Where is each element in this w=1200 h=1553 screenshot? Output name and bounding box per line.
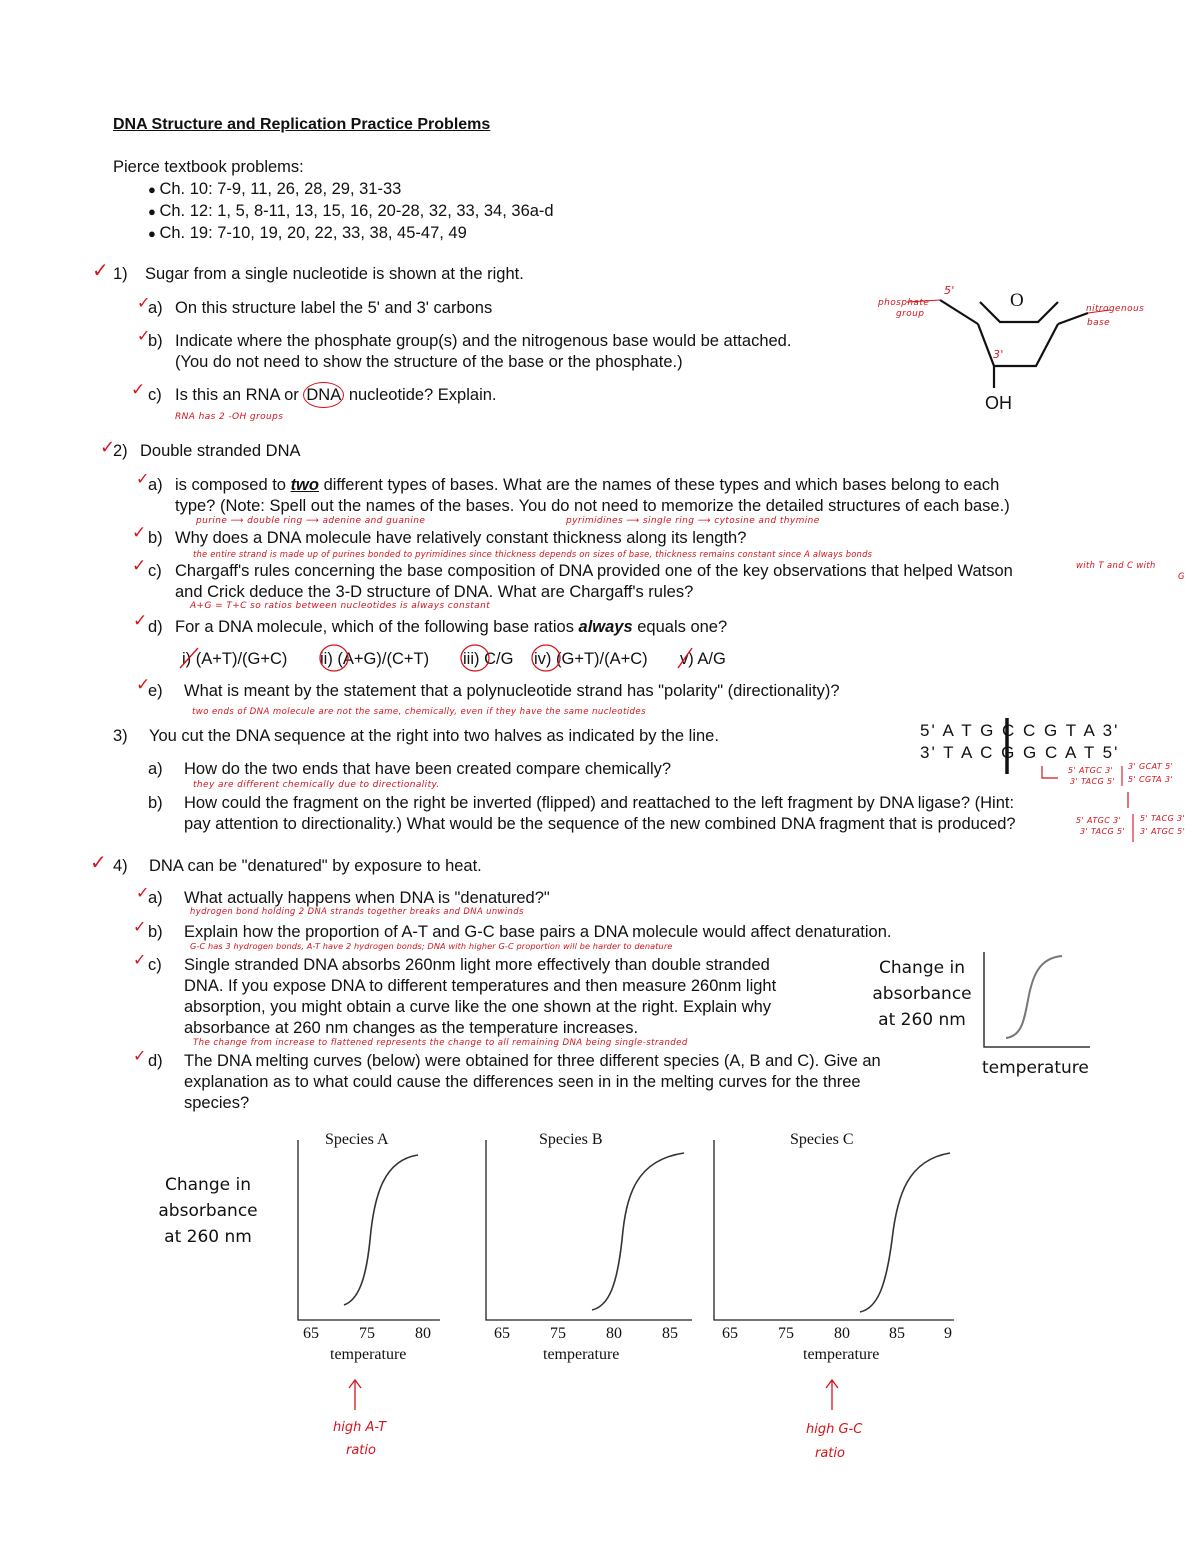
q2b-text: Why does a DNA molecule have relatively constant thickness along its length? bbox=[175, 529, 747, 547]
ring-oxygen: O bbox=[1010, 290, 1024, 311]
bullet-icon: ● bbox=[148, 204, 160, 219]
q3b-line2: pay attention to directionality.) What would be the sequence of the new combined DNA fragment that is produced? bbox=[184, 815, 1016, 833]
phosphate-label: phosphate bbox=[878, 298, 930, 308]
q1b-line1: Indicate where the phosphate group(s) and the nitrogenous base would be attached. bbox=[175, 332, 792, 350]
q4d-line: species? bbox=[184, 1094, 250, 1112]
ring-bond-c1 bbox=[1058, 313, 1088, 324]
small-graph-xlabel: temperature bbox=[982, 1058, 1089, 1078]
chapter-text: Ch. 12: 1, 5, 8-11, 13, 15, 16, 20-28, 32, 33, 34, 36a-d bbox=[159, 202, 554, 220]
q2d-post: equals one? bbox=[632, 618, 728, 636]
circled-answer-dna: DNA bbox=[303, 382, 344, 408]
q2a-emphasis: two bbox=[290, 476, 319, 494]
q1c-text bbox=[175, 385, 497, 406]
q4c-line: absorption, you might obtain a curve like the one shown at the right. Explain why bbox=[184, 998, 772, 1016]
q2e-label: e) bbox=[148, 682, 163, 700]
panel-c-title: Species C bbox=[790, 1131, 854, 1148]
seq-note: 3' TACG 5' bbox=[1080, 827, 1126, 836]
hydroxyl-label: OH bbox=[985, 393, 1012, 413]
ring-bond-c5 bbox=[940, 300, 978, 324]
panel-b-xlabel: temperature bbox=[543, 1346, 620, 1363]
ring-bond-lower bbox=[978, 324, 1058, 366]
panel-b-tick: 85 bbox=[662, 1325, 678, 1342]
q4d-line: The DNA melting curves (below) were obtained for three different species (A, B and C). Give an bbox=[184, 1052, 881, 1070]
q4c-label: c) bbox=[148, 956, 162, 974]
panel-c-xlabel: temperature bbox=[803, 1346, 880, 1363]
circle-option-iii bbox=[461, 645, 489, 671]
circle-option-ii bbox=[320, 645, 348, 671]
q1-text: Sugar from a single nucleotide is shown at the right. bbox=[145, 265, 524, 283]
q3a-answer: they are different chemically due to directionality. bbox=[193, 780, 440, 790]
ratio-option-ii: ii) (A+G)/(C+T) bbox=[320, 650, 430, 668]
q4b-answer: G-C has 3 hydrogen bonds, A-T have 2 hydrogen bonds; DNA with higher G-C proportion will be harder to denature bbox=[190, 941, 673, 951]
q2d-text bbox=[175, 617, 727, 638]
q1b-label: b) bbox=[148, 332, 163, 350]
checkmark-icon: ✓ bbox=[136, 675, 151, 695]
checkmark-icon: ✓ bbox=[100, 437, 116, 458]
q2a-line1 bbox=[175, 475, 999, 496]
q1-number: 1) bbox=[113, 265, 128, 283]
q4c-line: absorbance at 260 nm changes as the temperature increases. bbox=[184, 1019, 639, 1037]
small-graph-axes bbox=[984, 952, 1090, 1047]
q4b-text: Explain how the proportion of A-T and G-C base pairs a DNA molecule would affect denaturation. bbox=[184, 923, 892, 941]
q2c-answer: A+G = T+C so ratios between nucleotides is always constant bbox=[190, 601, 491, 611]
q2-number: 2) bbox=[113, 442, 128, 460]
checkmark-icon: ✓ bbox=[131, 380, 146, 400]
q4-number: 4) bbox=[113, 857, 128, 875]
checkmark-icon: ✓ bbox=[132, 556, 147, 576]
q2b-label: b) bbox=[148, 529, 163, 547]
checkmark-icon: ✓ bbox=[90, 850, 107, 874]
up-arrow-icon bbox=[822, 1378, 842, 1412]
q1c-pre: Is this an RNA or bbox=[175, 386, 304, 404]
small-absorbance-graph bbox=[982, 950, 1092, 1050]
ylabel-line: at 260 nm bbox=[164, 1227, 252, 1247]
panel-c-curve bbox=[860, 1153, 950, 1312]
panel-c-axes bbox=[714, 1140, 954, 1320]
checkmark-icon: ✓ bbox=[136, 469, 150, 488]
melting-curve-species-b bbox=[484, 1140, 699, 1325]
melting-ylabel bbox=[148, 1172, 268, 1250]
q2c-line2: and Crick deduce the 3-D structure of DNA. What are Chargaff's rules? bbox=[175, 583, 694, 601]
q2a-pre: is composed to bbox=[175, 476, 291, 494]
q1c-answer: RNA has 2 -OH groups bbox=[175, 412, 284, 422]
q3-text: You cut the DNA sequence at the right into two halves as indicated by the line. bbox=[149, 727, 719, 745]
small-graph-ylabel bbox=[862, 955, 982, 1033]
panel-a-axes bbox=[298, 1140, 440, 1320]
q2-text: Double stranded DNA bbox=[140, 442, 301, 460]
q2d-pre: For a DNA molecule, which of the following base ratios bbox=[175, 618, 579, 636]
panel-b-axes bbox=[486, 1140, 692, 1320]
checkmark-icon: ✓ bbox=[133, 917, 147, 936]
chapter-text: Ch. 19: 7-10, 19, 20, 22, 33, 38, 45-47, 49 bbox=[159, 224, 467, 242]
q2e-text: What is meant by the statement that a polynucleotide strand has "polarity" (directionality)? bbox=[184, 682, 840, 700]
panel-b-title: Species B bbox=[539, 1131, 603, 1148]
q2a-post: different types of bases. What are the names of these types and which bases belong to each bbox=[318, 476, 1000, 494]
q1b-line2: (You do not need to show the structure of the base or the phosphate.) bbox=[175, 353, 683, 371]
q1c-label: c) bbox=[148, 386, 162, 404]
panel-a-tick: 65 bbox=[303, 1325, 319, 1342]
red-arrow bbox=[1042, 766, 1058, 778]
chapter-list-item bbox=[148, 179, 401, 200]
base-label: nitrogenous bbox=[1086, 304, 1145, 314]
melting-curve-species-c bbox=[712, 1140, 962, 1325]
seq-note: 5' CGTA 3' bbox=[1128, 775, 1174, 784]
q2a-line2: type? (Note: Spell out the names of the bases. You do not need to memorize the detailed structures of each base.) bbox=[175, 497, 1010, 515]
panel-a-curve bbox=[344, 1155, 418, 1305]
panel-c-tick: 85 bbox=[889, 1325, 905, 1342]
base-label-2: base bbox=[1087, 318, 1111, 328]
q1c-post: nucleotide? Explain. bbox=[344, 386, 497, 404]
chapter-list-item bbox=[148, 201, 554, 222]
circle-option-iv bbox=[532, 645, 560, 671]
checkmark-icon: ✓ bbox=[137, 326, 151, 345]
q4-text: DNA can be "denatured" by exposure to heat. bbox=[149, 857, 482, 875]
panel-a-tick: 75 bbox=[359, 1325, 375, 1342]
seq-note: 5' TACG 3' bbox=[1140, 814, 1186, 823]
ratio-option-i: i) (A+T)/(G+C) bbox=[182, 650, 288, 668]
q4a-text: What actually happens when DNA is "denatured?" bbox=[184, 889, 550, 907]
ratio-option-iv: iv) (G+T)/(A+C) bbox=[534, 650, 648, 668]
panel-a-title: Species A bbox=[325, 1131, 389, 1148]
ylabel-line: absorbance bbox=[158, 1201, 258, 1221]
q4c-line: DNA. If you expose DNA to different temperatures and then measure 260nm light bbox=[184, 977, 777, 995]
checkmark-icon: ✓ bbox=[137, 293, 151, 312]
seq-note: 5' ATGC 3' bbox=[1068, 766, 1114, 775]
panel-c-tick: 9 bbox=[944, 1325, 952, 1342]
cross-out-v bbox=[678, 648, 692, 668]
q3a-label: a) bbox=[148, 760, 163, 778]
ylabel-line: Change in bbox=[165, 1175, 251, 1195]
phosphate-label-2: group bbox=[896, 309, 925, 319]
q1a-label: a) bbox=[148, 299, 163, 317]
dna-sequence-bottom: 3' T A C G G C A T 5' bbox=[920, 743, 1120, 762]
q2d-label: d) bbox=[148, 618, 163, 636]
q4c-line: Single stranded DNA absorbs 260nm light more effectively than double stranded bbox=[184, 956, 770, 974]
panel-b-curve bbox=[592, 1153, 684, 1310]
q2b-answer-cont: with T and C with bbox=[1076, 560, 1156, 570]
panel-c-tick: 75 bbox=[778, 1325, 794, 1342]
q3b-label: b) bbox=[148, 794, 163, 812]
panel-a-note: high A-T bbox=[333, 1420, 387, 1435]
q4c-answer: The change from increase to flattened represents the change to all remaining DNA being single-stranded bbox=[193, 1038, 688, 1048]
dna-sequence-top: 5' A T G C C G T A 3' bbox=[920, 721, 1120, 740]
ylabel-line: absorbance bbox=[872, 984, 972, 1004]
q3a-text: How do the two ends that have been created compare chemically? bbox=[184, 760, 672, 778]
ylabel-line: Change in bbox=[879, 958, 965, 978]
checkmark-icon: ✓ bbox=[133, 950, 147, 969]
q4a-answer: hydrogen bond holding 2 DNA strands together breaks and DNA unwinds bbox=[190, 906, 524, 916]
panel-a-note: ratio bbox=[346, 1443, 376, 1458]
panel-b-tick: 80 bbox=[606, 1325, 622, 1342]
q2e-answer: two ends of DNA molecule are not the same, chemically, even if they have the same nucleotides bbox=[192, 707, 646, 717]
checkmark-icon: ✓ bbox=[92, 258, 109, 282]
panel-c-tick: 80 bbox=[834, 1325, 850, 1342]
checkmark-icon: ✓ bbox=[133, 611, 148, 631]
chapter-text: Ch. 10: 7-9, 11, 26, 28, 29, 31-33 bbox=[159, 180, 402, 198]
page-title: DNA Structure and Replication Practice Problems bbox=[113, 116, 491, 133]
checkmark-icon: ✓ bbox=[133, 1046, 147, 1065]
panel-c-tick: 65 bbox=[722, 1325, 738, 1342]
checkmark-icon: ✓ bbox=[136, 883, 150, 902]
q2b-answer-cont-2: G bbox=[1178, 571, 1185, 581]
q1a-text: On this structure label the 5' and 3' carbons bbox=[175, 299, 493, 317]
q3b-line1: How could the fragment on the right be inverted (flipped) and reattached to the left fragment by DNA ligase? (Hint: bbox=[184, 794, 1015, 812]
melting-curve-species-a bbox=[296, 1140, 446, 1325]
panel-a-xlabel: temperature bbox=[330, 1346, 407, 1363]
q2c-line1: Chargaff's rules concerning the base composition of DNA provided one of the key observations that helped Watson bbox=[175, 562, 1013, 580]
intro-text: Pierce textbook problems: bbox=[113, 158, 304, 176]
ratio-option-v: v) A/G bbox=[680, 650, 726, 668]
q2a-answer-purine: purine ⟶ double ring ⟶ adenine and guanine bbox=[196, 516, 426, 526]
seq-note: 3' ATGC 5' bbox=[1140, 827, 1186, 836]
carbon-5-label: 5' bbox=[944, 284, 955, 297]
q2a-answer-pyrimidine: pyrimidines ⟶ single ring ⟶ cytosine and thymine bbox=[566, 516, 820, 526]
bullet-icon: ● bbox=[148, 182, 160, 197]
chapter-list-item bbox=[148, 223, 467, 244]
q2a-label: a) bbox=[148, 476, 163, 494]
up-arrow-icon bbox=[345, 1378, 365, 1412]
panel-b-tick: 65 bbox=[494, 1325, 510, 1342]
q2d-emphasis: always bbox=[578, 618, 633, 636]
q2c-label: c) bbox=[148, 562, 162, 580]
q4b-label: b) bbox=[148, 923, 163, 941]
checkmark-icon: ✓ bbox=[132, 523, 147, 543]
q3-number: 3) bbox=[113, 727, 128, 745]
q4a-label: a) bbox=[148, 889, 163, 907]
seq-note: 3' GCAT 5' bbox=[1128, 762, 1174, 771]
ylabel-line: at 260 nm bbox=[878, 1010, 966, 1030]
bullet-icon: ● bbox=[148, 226, 160, 241]
ratio-option-iii: iii) C/G bbox=[463, 650, 514, 668]
panel-a-tick: 80 bbox=[415, 1325, 431, 1342]
q2b-answer: the entire strand is made up of purines bonded to pyrimidines since thickness depends on sizes of base, thickness remains constant since A always bonds bbox=[193, 549, 873, 559]
seq-note: 5' ATGC 3' bbox=[1076, 816, 1122, 825]
cross-out-i bbox=[180, 648, 198, 668]
ratio-marks bbox=[170, 640, 750, 680]
q4d-label: d) bbox=[148, 1052, 163, 1070]
small-graph-curve bbox=[1006, 956, 1062, 1038]
panel-c-note: high G-C bbox=[806, 1422, 863, 1437]
panel-c-note: ratio bbox=[815, 1446, 845, 1461]
carbon-3-label: 3' bbox=[993, 348, 1004, 361]
seq-note: 3' TACG 5' bbox=[1070, 777, 1116, 786]
panel-b-tick: 75 bbox=[550, 1325, 566, 1342]
q4d-line: explanation as to what could cause the differences seen in in the melting curves for the three bbox=[184, 1073, 861, 1091]
